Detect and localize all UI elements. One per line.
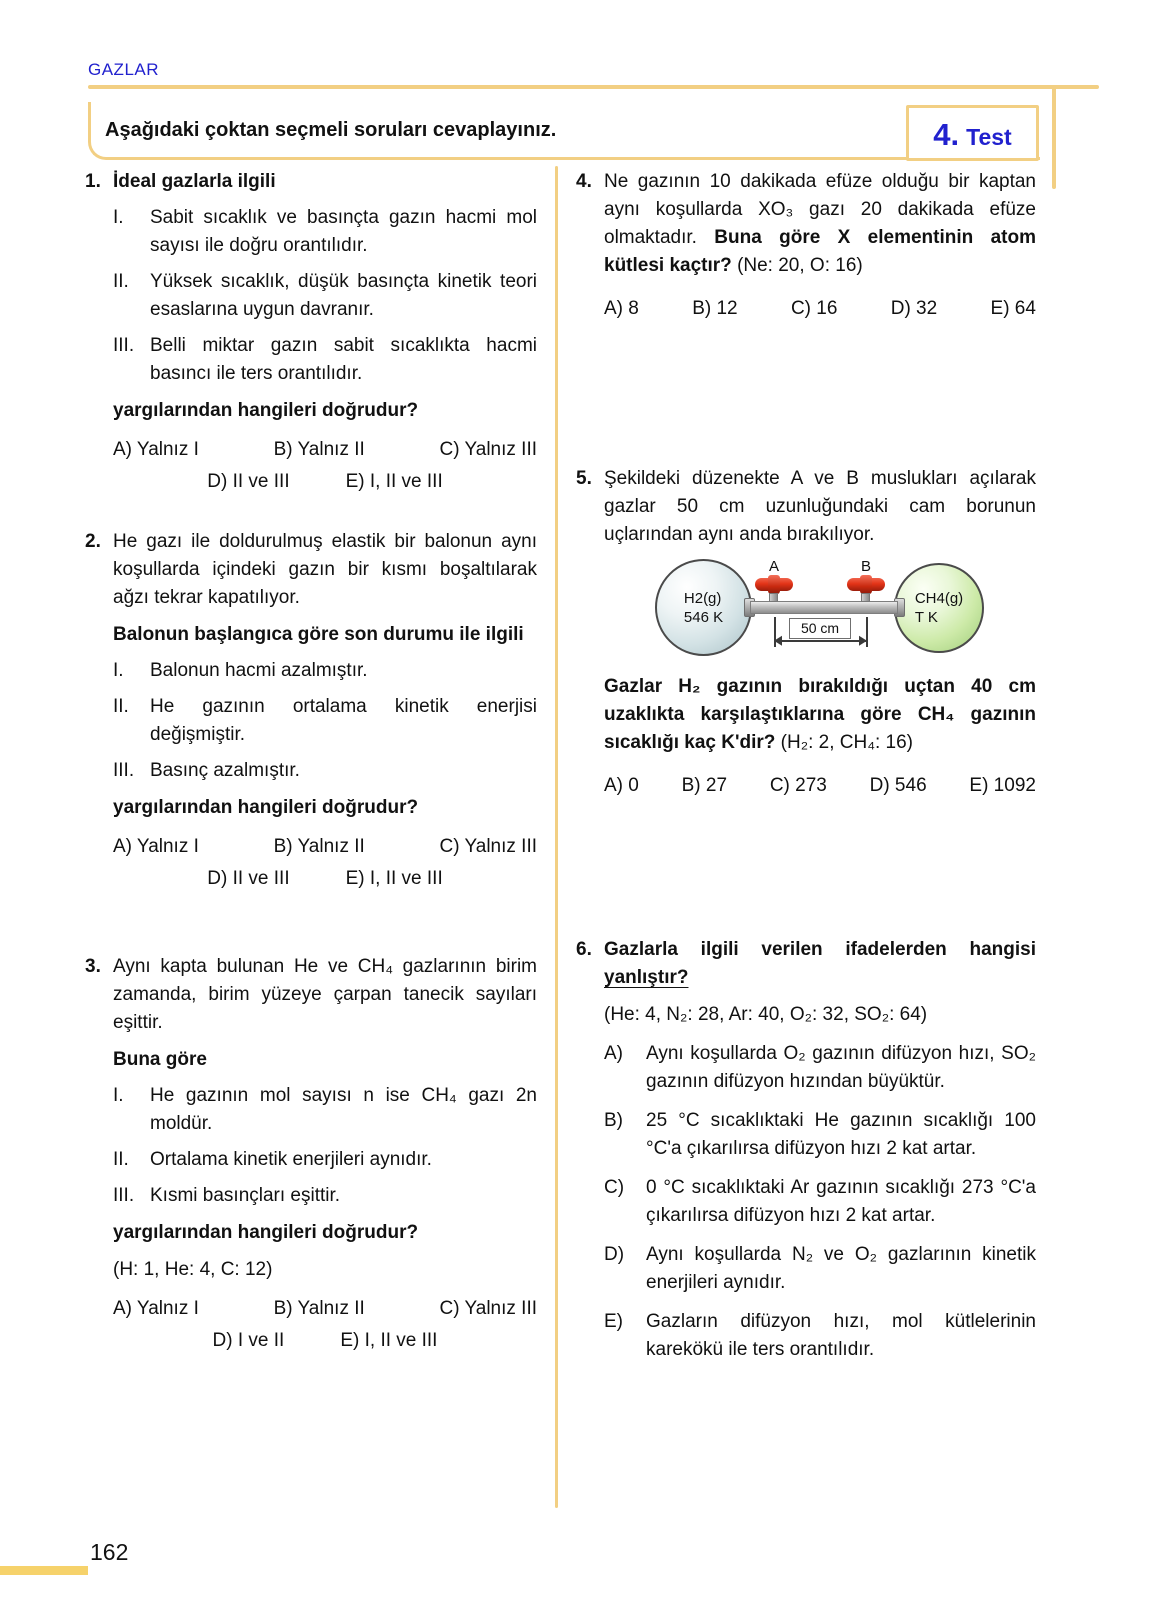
option-c <box>604 1174 1036 1230</box>
option-d: D) II ve III <box>207 868 290 889</box>
page-number: 162 <box>90 1539 129 1565</box>
valve-b-stem <box>861 593 870 602</box>
option-d: D) II ve III <box>207 471 290 492</box>
roman-item <box>113 204 537 260</box>
options-row <box>113 436 537 464</box>
roman-item-text: Basınç azalmıştır. <box>150 760 300 781</box>
options-row <box>113 468 537 496</box>
option-a: A) Yalnız I <box>113 1298 199 1319</box>
header-rule <box>88 85 1099 89</box>
roman-item-text: Balonun hacmi azalmıştır. <box>150 660 368 681</box>
option-a: A) Yalnız I <box>113 836 199 857</box>
roman-item <box>113 757 537 785</box>
roman-item <box>113 1146 537 1174</box>
atomic-masses: (He: 4, N₂: 28, Ar: 40, O₂: 32, SO₂: 64) <box>604 1004 928 1025</box>
column-divider <box>555 166 558 1508</box>
option-text: Aynı koşullarda O₂ gazının difüzyon hızı, SO₂ gazının difüzyon hızından büyüktür. <box>646 1043 1036 1092</box>
question-stem: He gazı ile doldurulmuş elastik bir balonun aynı koşullarda içindeki gazın bir kısmı boşaltılarak ağzı tekrar kapatılıyor. <box>113 531 537 608</box>
question-5 <box>576 465 1036 800</box>
question-stem <box>604 936 1036 992</box>
option-e: E) I, II ve III <box>345 471 443 492</box>
option-b: B) Yalnız II <box>273 1298 365 1319</box>
left-bulb <box>655 559 752 656</box>
roman-item <box>113 1082 537 1138</box>
left-bulb-label <box>684 589 723 627</box>
option-letter: E) <box>604 1311 623 1332</box>
right-bulb <box>894 563 984 653</box>
option-c: C) Yalnız III <box>439 836 537 857</box>
right-gas: CH4(g) <box>914 590 964 607</box>
question-line: yargılarından hangileri doğrudur? <box>113 400 419 421</box>
length-arrow <box>775 640 866 642</box>
question-heading: Balonun başlangıca göre son durumu ile ilgili <box>113 624 524 645</box>
roman-item-text: Yüksek sıcaklık, düşük basınçta kinetik teori esaslarına uygun davranır. <box>150 271 537 320</box>
stem-bold-underlined: yanlıştır? <box>604 967 689 988</box>
roman-numeral: III. <box>113 760 135 781</box>
option-e: E) 1092 <box>969 775 1036 796</box>
roman-item <box>113 268 537 324</box>
question-number: 4. <box>576 171 592 192</box>
roman-numeral: II. <box>113 271 129 292</box>
question-number: 1. <box>85 171 101 192</box>
option-b: B) Yalnız II <box>273 439 365 460</box>
page-title: GAZLAR <box>88 60 160 79</box>
roman-numeral: III. <box>113 1185 135 1206</box>
option-c: C) 16 <box>790 298 838 319</box>
roman-item-text: Kısmi basınçları eşittir. <box>150 1185 341 1206</box>
option-d: D) 32 <box>890 298 938 319</box>
right-bulb-label <box>915 589 963 627</box>
question-stem: Şekildeki düzenekte A ve B muslukları açılarak gazlar 50 cm uzunluğundaki cam borunun uçlarından aynı anda bırakılıyor. <box>604 468 1036 545</box>
question-4 <box>576 168 1036 323</box>
left-temp: 546 K <box>683 608 724 626</box>
atomic-masses: (H: 1, He: 4, C: 12) <box>113 1259 273 1280</box>
question-6 <box>576 936 1036 1364</box>
option-a: A) 8 <box>604 298 639 319</box>
option-a <box>604 1040 1036 1096</box>
left-column <box>85 168 537 1355</box>
length-label: 50 cm <box>789 618 851 639</box>
options-row <box>113 1327 537 1355</box>
right-temp: T K <box>914 609 938 626</box>
stem-bold: Buna göre X elementinin atom kütlesi kaçtır? <box>604 227 1036 276</box>
left-gas: H2(g) <box>683 589 722 607</box>
roman-numeral: II. <box>113 696 129 717</box>
stem-normal: Ne gazının 10 dakikada efüze olduğu bir kaptan aynı koşullarda XO₃ gazı 20 dakikada efüze olmaktadır. <box>604 171 1036 248</box>
roman-numeral: I. <box>113 1085 124 1106</box>
option-d <box>604 1241 1036 1297</box>
option-letter: D) <box>604 1244 625 1265</box>
option-letter: C) <box>604 1177 625 1198</box>
valve-b-icon <box>847 578 885 591</box>
question-stem: Aynı kapta bulunan He ve CH₄ gazlarının birim zamanda, birim yüzeye çarpan tanecik sayıları eşittir. <box>113 956 537 1033</box>
option-a: A) 0 <box>604 775 639 796</box>
question-stem: İdeal gazlarla ilgili <box>113 171 276 192</box>
option-d: D) I ve II <box>212 1330 285 1351</box>
roman-item-text: Belli miktar gazın sabit sıcaklıkta hacmi basıncı ile ters orantılıdır. <box>150 335 537 384</box>
option-text: 0 °C sıcaklıktaki Ar gazının sıcaklığı 273 °C'a çıkarılırsa difüzyon hızı 2 kat artar. <box>646 1177 1036 1226</box>
options-row <box>113 1295 537 1323</box>
roman-item-text: Ortalama kinetik enerjileri aynıdır. <box>150 1149 432 1170</box>
gas-tube <box>750 601 898 614</box>
valve-a-label: A <box>768 558 779 575</box>
test-label: Test <box>966 124 1012 150</box>
roman-item <box>113 657 537 685</box>
options-row <box>113 865 537 893</box>
options-row <box>113 833 537 861</box>
option-text: Aynı koşullarda N₂ ve O₂ gazlarının kinetik enerjileri aynıdır. <box>646 1244 1036 1293</box>
question-number: 3. <box>85 956 101 977</box>
roman-item <box>113 332 537 388</box>
valve-a-stem <box>769 593 778 602</box>
instruction-box <box>88 102 1040 160</box>
option-c: C) Yalnız III <box>439 439 537 460</box>
roman-numeral: I. <box>113 660 124 681</box>
option-a: A) Yalnız I <box>113 439 199 460</box>
options-row <box>604 295 1036 323</box>
option-text: 25 °C sıcaklıktaki He gazının sıcaklığı 100 °C'a çıkarılırsa difüzyon hızı 2 kat artar. <box>646 1110 1036 1159</box>
instruction-text: Aşağıdaki çoktan seçmeli soruları cevaplayınız. <box>105 118 557 141</box>
question-number: 6. <box>576 939 592 960</box>
question-heading: Buna göre <box>113 1049 207 1070</box>
valve-a-icon <box>755 578 793 591</box>
option-c: C) 273 <box>769 775 827 796</box>
roman-numeral: III. <box>113 335 135 356</box>
stem-tail: (Ne: 20, O: 16) <box>737 255 863 276</box>
options-row <box>604 772 1036 800</box>
test-number: 4. <box>933 117 960 152</box>
option-c: C) Yalnız III <box>439 1298 537 1319</box>
test-badge <box>906 105 1039 161</box>
question-number: 5. <box>576 468 592 489</box>
stem-bold: Gazlarla ilgili verilen ifadelerden hangisi <box>604 939 1036 960</box>
question-tail: (H₂: 2, CH₄: 16) <box>780 732 913 753</box>
option-letter: A) <box>604 1043 623 1064</box>
question-2 <box>85 528 537 893</box>
roman-item-text: Sabit sıcaklık ve basınçta gazın hacmi mol sayısı ile doğru orantılıdır. <box>150 207 537 256</box>
footer-bar <box>0 1566 88 1575</box>
header-right-rule <box>1052 85 1056 189</box>
option-b <box>604 1107 1036 1163</box>
roman-item <box>113 1182 537 1210</box>
option-b: B) 12 <box>692 298 738 319</box>
question-line: yargılarından hangileri doğrudur? <box>113 1222 419 1243</box>
question-number: 2. <box>85 531 101 552</box>
roman-item <box>113 693 537 749</box>
option-e: E) I, II ve III <box>345 868 443 889</box>
question-line <box>604 673 1036 757</box>
question-3 <box>85 953 537 1355</box>
valve-b-label: B <box>860 558 871 575</box>
option-text: Gazların difüzyon hızı, mol kütlelerinin karekökü ile ters orantılıdır. <box>646 1311 1036 1360</box>
apparatus-figure <box>604 557 1036 661</box>
option-b: B) 27 <box>681 775 728 796</box>
roman-item-text: He gazının ortalama kinetik enerjisi değişmiştir. <box>150 696 537 745</box>
question-bold: Gazlar H₂ gazının bırakıldığı uçtan 40 cm uzaklıkta karşılaştıklarına göre CH₄ gazının sıcaklığı kaç K'dir? <box>604 676 1036 753</box>
option-letter: B) <box>604 1110 623 1131</box>
option-e: E) 64 <box>990 298 1036 319</box>
roman-numeral: I. <box>113 207 124 228</box>
option-e <box>604 1308 1036 1364</box>
option-b: B) Yalnız II <box>273 836 365 857</box>
roman-numeral: II. <box>113 1149 129 1170</box>
option-e: E) I, II ve III <box>340 1330 438 1351</box>
option-d: D) 546 <box>869 775 927 796</box>
right-column <box>576 168 1036 1364</box>
question-1 <box>85 168 537 496</box>
roman-item-text: He gazının mol sayısı n ise CH₄ gazı 2n moldür. <box>150 1085 537 1134</box>
question-stem <box>604 168 1036 280</box>
question-line: yargılarından hangileri doğrudur? <box>113 797 419 818</box>
